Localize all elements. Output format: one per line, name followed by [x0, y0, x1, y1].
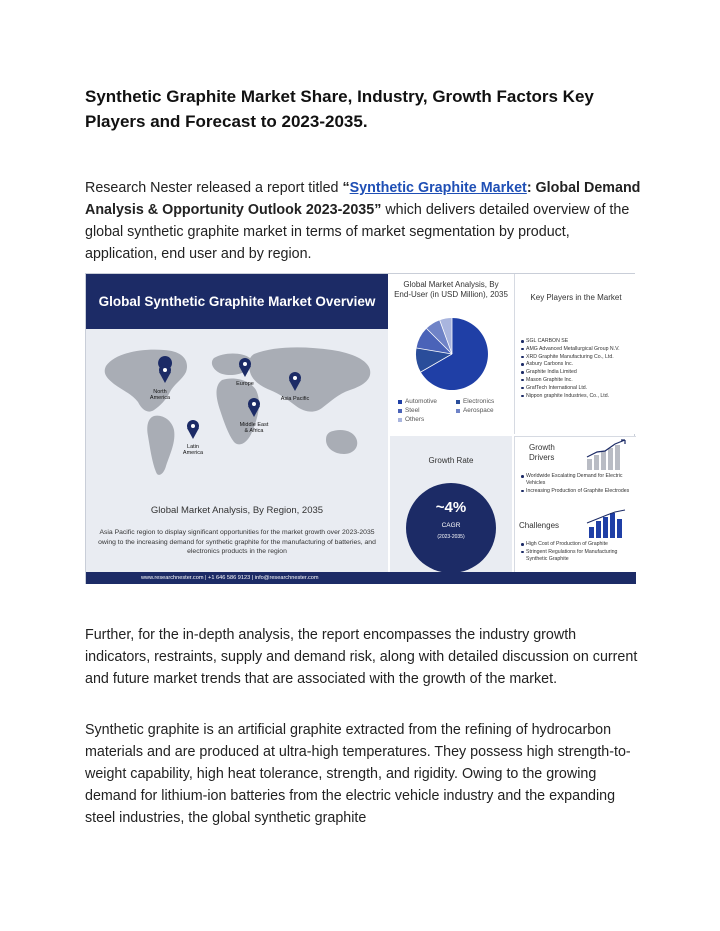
legend-steel: Steel: [398, 407, 456, 414]
growth-drivers-title: Growth Drivers: [529, 443, 555, 462]
key-players-panel: [514, 274, 636, 434]
map-label-middle-east-africa: Middle East: [239, 422, 269, 428]
growth-rate-panel: [390, 436, 512, 572]
cagr-value: ~4%: [435, 499, 467, 516]
map-label-north-america: North: [153, 389, 167, 395]
key-players-list: [521, 338, 635, 400]
key-players-title: Key Players in the Market: [530, 293, 622, 302]
end-user-panel: [390, 274, 512, 434]
paragraph-3: Synthetic graphite is an artificial graphite extracted from the refining of hydrocarbon materials and are produced at ultra-high temperatures. They possess high strength-to-weight capability, high heat tolerance, strength, and rigidity. Owing to the growing demand for lithium-ion batteries from the electric vehicle industry and the expanding steel industries, the global synthetic graphite: [85, 722, 631, 826]
legend-automotive: Automotive: [398, 398, 456, 405]
region-analysis-description: Asia Pacific region to display significant opportunities for the market growth over 2023-2035 owing to the increasing demand for synthetic graphite for the manufacturing of batteries, and electronics products in the region: [98, 529, 376, 555]
end-user-pie-chart: [415, 317, 489, 391]
list-item: Mason Graphite Inc.: [521, 377, 635, 384]
report-link[interactable]: Synthetic Graphite Market: [349, 180, 527, 196]
list-item: Worldwide Escalating Demand for Electric Vehicles: [521, 473, 633, 487]
challenges-list: [521, 541, 633, 563]
market-overview-infographic: [85, 273, 635, 584]
list-item: High Cost of Production of Graphite: [521, 541, 633, 548]
intro-paragraph: [85, 177, 645, 265]
list-item: Nippon graphite Industries, Co., Ltd.: [521, 393, 635, 400]
map-label-asia-pacific: Asia Pacific: [280, 396, 310, 402]
cagr-years: (2023-2035): [437, 534, 465, 540]
intro-suffix: which delivers detailed overview of the global synthetic graphite market in terms of market segmentation by product, application, end user and by region.: [85, 202, 630, 262]
svg-text:& Africa: & Africa: [244, 428, 264, 434]
intro-prefix: Research Nester released a report titled: [85, 180, 343, 196]
svg-text:America: America: [182, 450, 204, 456]
cagr-badge: [406, 483, 496, 573]
list-item: SGL CARBON SE: [521, 338, 635, 345]
challenges-title: Challenges: [519, 521, 560, 530]
map-label-europe: Europe: [236, 381, 254, 387]
growth-rate-title: Growth Rate: [428, 456, 474, 465]
paragraph-2: Further, for the in-depth analysis, the report encompasses the industry growth indicators, restraints, supply and demand risk, along with detailed discussion on current and future market trends that are associated with the growth of the market.: [85, 627, 638, 687]
list-item: GrafTech International Ltd.: [521, 385, 635, 392]
page-title: Synthetic Graphite Market Share, Industry, Growth Factors Key Players and Forecast to 2023-2035.: [85, 87, 594, 131]
drivers-challenges-panel: [514, 436, 636, 572]
region-panel: [86, 274, 388, 574]
growth-drivers-list: [521, 473, 633, 495]
list-item: Graphite India Limited: [521, 369, 635, 376]
end-user-legend: [398, 398, 510, 423]
legend-electronics: Electronics: [456, 398, 510, 405]
svg-text:America: America: [149, 395, 171, 401]
challenge-bars-icon: [585, 509, 631, 539]
legend-aerospace: Aerospace: [456, 407, 510, 414]
list-item: Increasing Production of Graphite Electrodes: [521, 488, 633, 495]
intro-open-quote: “: [342, 180, 350, 196]
infographic-header: Global Synthetic Graphite Market Overview: [86, 274, 388, 329]
world-map: [94, 336, 380, 486]
map-label-latin-america: Latin: [187, 444, 199, 450]
list-item: XRD Graphite Manufacturing Co., Ltd.: [521, 354, 635, 361]
list-item: AMG Advanced Metallurgical Group N.V.: [521, 346, 635, 353]
report-title-rest: : Global Demand Analysis & Opportunity Outlook 2023-2035”: [85, 180, 641, 218]
list-item: Stringent Regulations for Manufacturing Synthetic Graphite: [521, 549, 633, 563]
legend-others: Others: [398, 416, 456, 423]
end-user-title: Global Market Analysis, By End-User (in USD Million), 2035: [394, 280, 508, 299]
growth-bars-icon: [585, 439, 631, 471]
infographic-footer: www.researchnester.com | +1 646 586 9123 | info@researchnester.com: [86, 572, 636, 584]
region-analysis-title: Global Market Analysis, By Region, 2035: [150, 505, 324, 516]
cagr-label: CAGR: [441, 522, 461, 529]
list-item: Asbury Carbons Inc.: [521, 361, 635, 368]
